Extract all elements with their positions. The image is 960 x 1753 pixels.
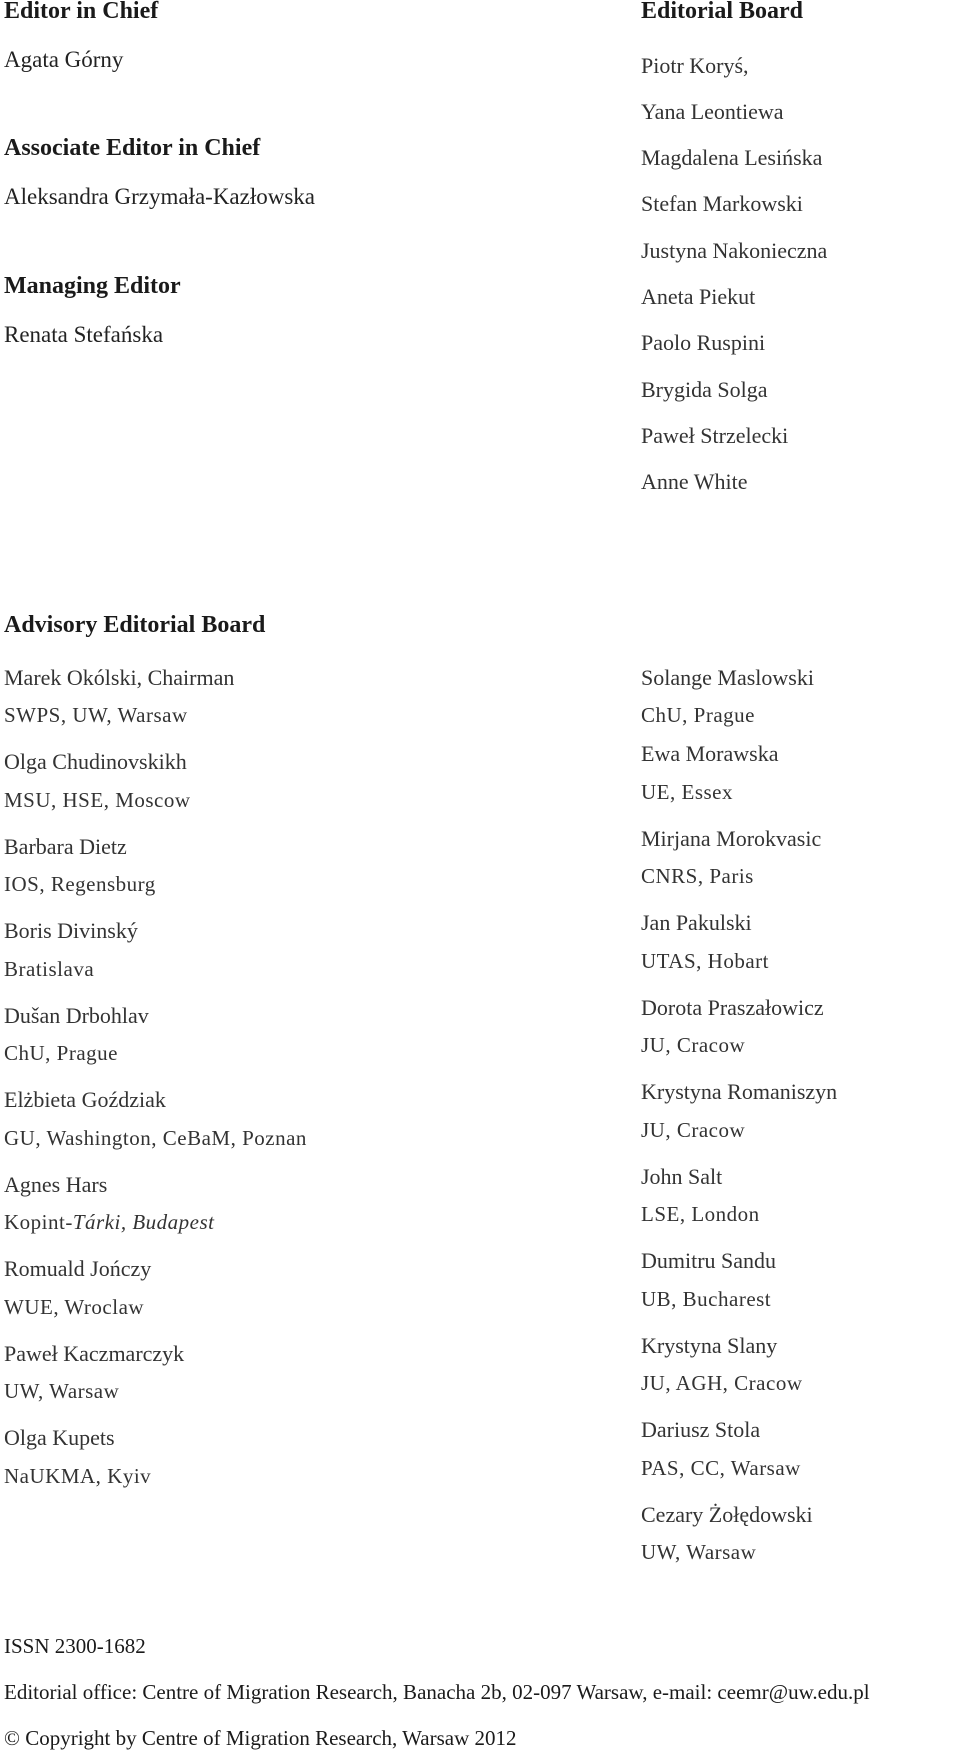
managing-editor-name: Renata Stefańska — [4, 322, 164, 347]
associate-editor-name: Aleksandra Grzymała-Kazłowska — [4, 184, 316, 209]
advisory-member-name: John Salt — [641, 1164, 723, 1189]
editor-in-chief-name: Agata Górny — [4, 47, 124, 72]
advisory-member-affiliation: MSU, HSE, Moscow — [4, 788, 191, 812]
advisory-member-name: Dorota Praszałowicz — [641, 995, 824, 1020]
editor-in-chief-heading: Editor in Chief — [4, 0, 159, 24]
advisory-member-affiliation: UW, Warsaw — [4, 1379, 120, 1403]
managing-editor-heading: Managing Editor — [4, 273, 181, 299]
advisory-member-affiliation: NaUKMA, Kyiv — [4, 1464, 152, 1488]
advisory-member-name: Mirjana Morokvasic — [641, 826, 822, 851]
advisory-member-name: Marek Okólski, Chairman — [4, 665, 235, 690]
advisory-member-affiliation: UTAS, Hobart — [641, 949, 769, 973]
advisory-member-affiliation: IOS, Regensburg — [4, 872, 156, 896]
advisory-member-name: Krystyna Slany — [641, 1333, 778, 1358]
advisory-board-heading: Advisory Editorial Board — [4, 612, 266, 638]
issn: ISSN 2300-1682 — [4, 1634, 146, 1658]
editorial-board-member: Paweł Strzelecki — [641, 423, 789, 448]
advisory-member-affiliation: UW, Warsaw — [641, 1540, 757, 1564]
editorial-board-member: Paolo Ruspini — [641, 330, 766, 355]
advisory-member-name: Paweł Kaczmarczyk — [4, 1341, 185, 1366]
advisory-member-affiliation: JU, Cracow — [641, 1118, 746, 1142]
advisory-member-affiliation: LSE, London — [641, 1202, 760, 1226]
advisory-member-affiliation: WUE, Wroclaw — [4, 1295, 145, 1319]
copyright: © Copyright by Centre of Migration Research, Warsaw 2012 — [4, 1726, 517, 1750]
advisory-member-affiliation: UB, Bucharest — [641, 1287, 772, 1311]
associate-editor-heading: Associate Editor in Chief — [4, 135, 261, 161]
advisory-member-affiliation: JU, Cracow — [641, 1033, 746, 1057]
advisory-member-affiliation: GU, Washington, CeBaM, Poznan — [4, 1126, 307, 1150]
advisory-member-affiliation: ChU, Prague — [641, 703, 755, 727]
advisory-member-name: Olga Chudinovskikh — [4, 749, 187, 774]
advisory-member-affiliation: ChU, Prague — [4, 1041, 118, 1065]
advisory-member-affiliation: PAS, CC, Warsaw — [641, 1456, 801, 1480]
advisory-member-name: Cezary Żołędowski — [641, 1502, 813, 1527]
editorial-board-member: Brygida Solga — [641, 377, 768, 402]
advisory-member-name: Barbara Dietz — [4, 834, 127, 859]
editorial-board-heading: Editorial Board — [641, 0, 804, 24]
affiliation-italic: Tárki, Budapest — [72, 1210, 215, 1234]
editorial-board-member: Magdalena Lesińska — [641, 145, 823, 170]
advisory-member-affiliation: SWPS, UW, Warsaw — [4, 703, 188, 727]
editorial-board-member: Anne White — [641, 469, 748, 494]
affiliation-prefix: Kopint- — [4, 1210, 73, 1234]
editorial-board-member: Justyna Nakonieczna — [641, 238, 828, 263]
editorial-board-member: Yana Leontiewa — [641, 99, 784, 124]
advisory-member-affiliation: Bratislava — [4, 957, 95, 981]
advisory-member-name: Boris Divinský — [4, 918, 138, 943]
advisory-member-name: Olga Kupets — [4, 1425, 115, 1450]
advisory-member-affiliation: CNRS, Paris — [641, 864, 754, 888]
editorial-office: Editorial office: Centre of Migration Research, Banacha 2b, 02-097 Warsaw, e-mail: ceemr@uw.edu.pl — [4, 1680, 870, 1704]
advisory-member-name: Jan Pakulski — [641, 910, 752, 935]
editorial-board-member: Stefan Markowski — [641, 191, 803, 216]
editorial-board-member: Aneta Piekut — [641, 284, 756, 309]
advisory-member-name: Krystyna Romaniszyn — [641, 1079, 838, 1104]
advisory-member-name: Dušan Drbohlav — [4, 1003, 149, 1028]
advisory-member-name: Solange Maslowski — [641, 665, 814, 690]
advisory-member-affiliation — [4, 1210, 215, 1235]
advisory-member-affiliation: JU, AGH, Cracow — [641, 1371, 803, 1395]
advisory-member-name: Ewa Morawska — [641, 741, 779, 766]
editorial-board-member: Piotr Koryś, — [641, 53, 749, 78]
advisory-member-name: Elżbieta Goździak — [4, 1087, 166, 1112]
advisory-member-name: Agnes Hars — [4, 1172, 108, 1197]
advisory-member-name: Dariusz Stola — [641, 1417, 761, 1442]
advisory-member-name: Romuald Jończy — [4, 1256, 152, 1281]
advisory-member-name: Dumitru Sandu — [641, 1248, 777, 1273]
advisory-member-affiliation: UE, Essex — [641, 780, 733, 804]
